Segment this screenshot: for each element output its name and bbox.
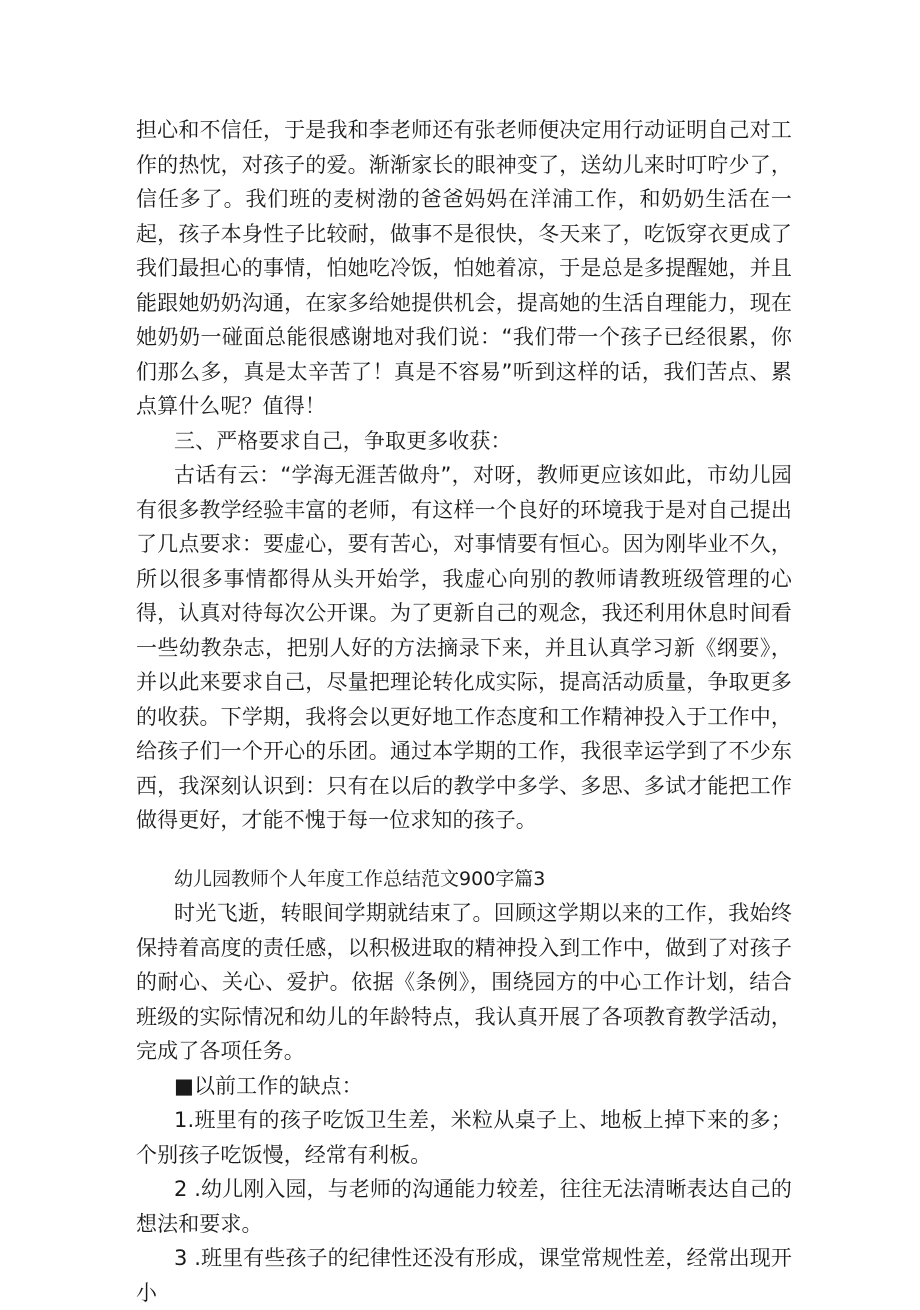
section-gap: [136, 838, 792, 862]
heading-strict-requirements: 三、严格要求自己，争取更多收获：: [174, 428, 512, 453]
paragraph-semester-review: 时光飞逝，转眼间学期就结束了。回顾这学期以来的工作，我始终保持着高度的责任感，以积极进取的精神投入到工作中，做到了对孩子的耐心、关心、爱护。依据《条例》，围绕园方的中心工作计划，结合班级的实际情况和幼儿的年龄特点，我认真开展了各项教育教学活动，完成了各项任务。: [136, 901, 792, 1063]
list-item-3: 3 .班里有些孩子的纪律性还没有形成，课堂常规性差，经常出现开小: [136, 1246, 792, 1305]
document-body: [136, 113, 792, 1310]
heading-past-shortcomings: ■以前工作的缺点：: [174, 1073, 363, 1098]
paragraph-self-improvement: 古话有云：“学海无涯苦做舟”，对呀，教师更应该如此，市幼儿园有很多教学经验丰富的老师，有这样一个良好的环境我于是对自己提出了几点要求：要虚心，要有苦心，对事情要有恒心。因为刚毕业不久，所以很多事情都得从头开始学，我虚心向别的教师请教班级管理的心得，认真对待每次公开课。为了更新自己的观念，我还利用休息时间看一些幼教杂志，把别人好的方法摘录下来，并且认真学习新《纲要》，并以此来要求自己，尽量把理论转化成实际，提高活动质量，争取更多的收获。下学期，我将会以更好地工作态度和工作精神投入于工作中，给孩子们一个开心的乐团。通过本学期的工作，我很幸运学到了不少东西，我深刻认识到：只有在以后的教学中多学、多思、多试才能把工作做得更好，才能不愧于每一位求知的孩子。: [136, 463, 792, 832]
paragraph-parent-trust: 担心和不信任，于是我和李老师还有张老师便决定用行动证明自己对工作的热忱，对孩子的爱。渐渐家长的眼神变了，送幼儿来时叮咛少了，信任多了。我们班的麦树渤的爸爸妈妈在洋浦工作，和奶奶生活在一起，孩子本身性子比较耐，做事不是很快，冬天来了，吃饭穿衣更成了我们最担心的事情，怕她吃冷饭，怕她着凉，于是总是多提醒她，并且能跟她奶奶沟通，在家多给她提供机会，提高她的生活自理能力，现在她奶奶一碰面总能很感谢地对我们说：“我们带一个孩子已经很累，你们那么多，真是太辛苦了！真是不容易”听到这样的话，我们苦点、累点算什么呢？值得！: [136, 118, 792, 418]
section-title: 幼儿园教师个人年度工作总结范文900字篇3: [174, 867, 546, 890]
list-item-1: 1.班里有的孩子吃饭卫生差，米粒从桌子上、地板上掉下来的多；个别孩子吃饭慢，经常有利板。: [136, 1108, 792, 1167]
list-item-2: 2 .幼儿刚入园，与老师的沟通能力较差，往往无法清晰表达自己的想法和要求。: [136, 1177, 792, 1236]
